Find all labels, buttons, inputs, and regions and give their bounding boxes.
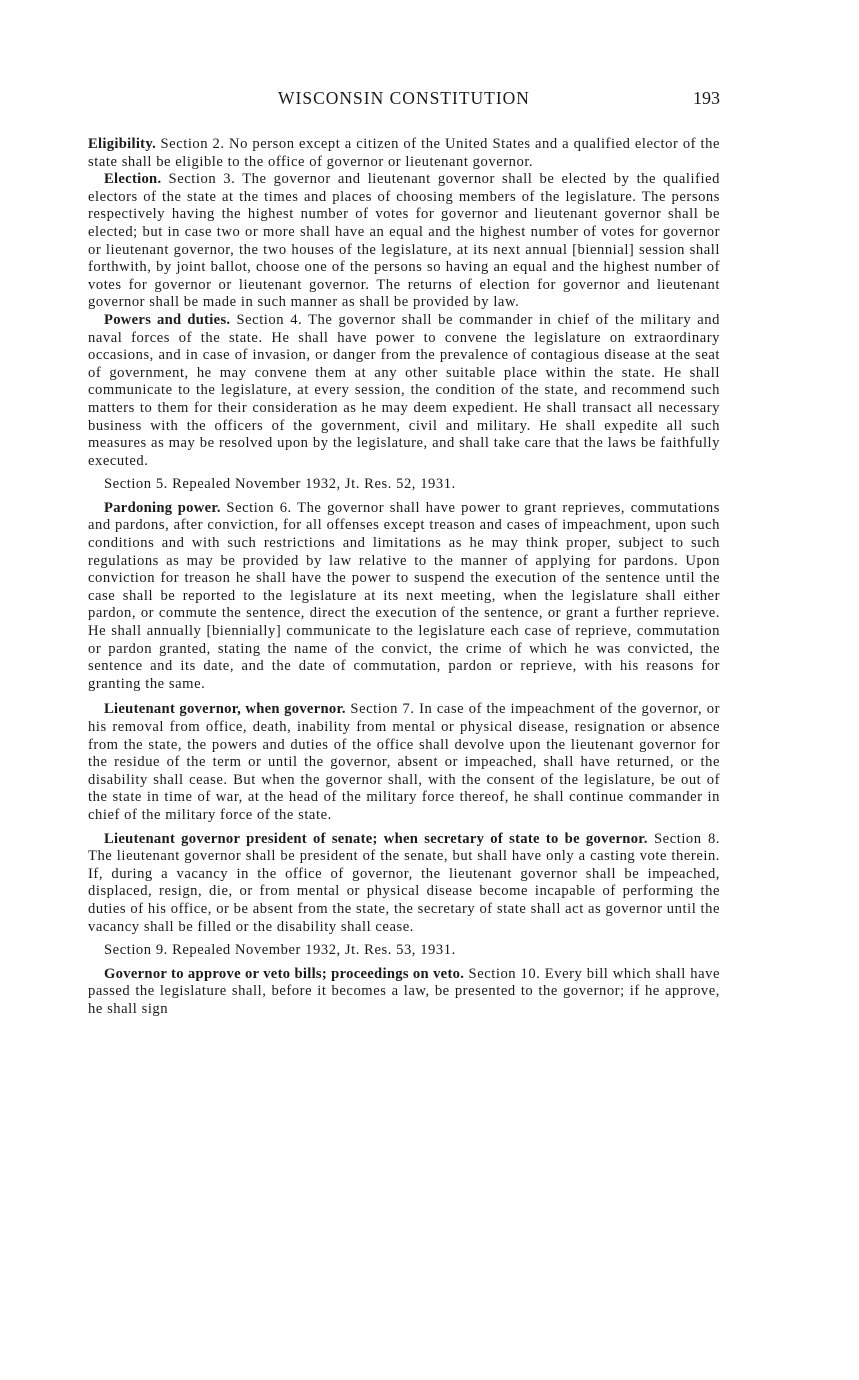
section-heading: Governor to approve or veto bills; proceedings on veto.	[104, 965, 465, 982]
section-text: Section 9. Repealed November 1932, Jt. Res. 53, 1931.	[104, 942, 456, 959]
section-text: Section 6. The governor shall have power to grant reprieves, commutations and pardons, after conviction, for all offenses except treason and cases of impeachment, upon such conditions and with such restrictions and limitations as he may think proper, subject to such regulations as may be provided by law relative to the manner of applying for pardons. Upon conviction for treason he shall have the power to suspend the execution of the sentence until the case shall be reported to the legislature at its next meeting, when the legislature shall either pardon, or commute the sentence, direct the execution of the sentence, or grant a further reprieve. He shall annually [biennially] communicate to the legislature each case of reprieve, commutation or pardon granted, stating the name of the convict, the crime of which he was convicted, the sentence and its date, and the date of commutation, pardon or reprieve, with his reasons for granting the same.	[88, 499, 720, 692]
section-heading: Pardoning power.	[104, 499, 221, 516]
page-number: 193	[693, 88, 720, 108]
paragraph-veto	[88, 966, 720, 1019]
paragraph-section-5-repealed	[88, 476, 720, 494]
running-title: WISCONSIN CONSTITUTION	[278, 88, 530, 108]
section-text: Section 10. Every bill which shall have passed the legislature shall, before it becomes a law, be presented to the governor; if he approve, he shall sign	[88, 965, 721, 1017]
section-heading: Lieutenant governor, when governor.	[104, 701, 346, 718]
section-text: Section 8. The lieutenant governor shall be president of the senate, but shall have only a casting vote therein. If, during a vacancy in the office of governor, the lieutenant governor shall be impeached, displaced, resign, die, or from mental or physical disease become incapable of performing the duties of his office, or be absent from the state, the secretary of state shall act as governor until the vacancy shall be filled or the disability shall cease.	[88, 830, 720, 935]
paragraph-election	[88, 171, 720, 312]
section-heading: Powers and duties.	[104, 311, 231, 328]
paragraph-lieutenant-governor	[88, 701, 720, 824]
section-text: Section 2. No person except a citizen of the United States and a qualified elector of the state shall be eligible to the office of governor or lieutenant governor.	[88, 136, 720, 170]
document-body	[88, 136, 720, 1019]
section-heading: Lieutenant governor president of senate; when secretary of state to be governor.	[104, 830, 648, 847]
section-text: Section 4. The governor shall be commander in chief of the military and naval forces of the state. He shall have power to convene the legislature on extraordinary occasions, and in case of invasion, or danger from the prevalence of contagious disease at the seat of government, he may convene them at any other suitable place within the state. He shall communicate to the legislature, at every session, the condition of the state, and recommend such matters to them for their consideration as he may deem expedient. He shall transact all necessary business with the officers of the government, civil and military. He shall expedite all such measures as may be resolved upon by the legislature, and shall take care that the laws be faithfully executed.	[88, 311, 720, 469]
paragraph-lieutenant-governor-president-of-senate	[88, 831, 720, 937]
paragraph-pardoning-power	[88, 500, 720, 694]
section-text: Section 3. The governor and lieutenant governor shall be elected by the qualified electors of the state at the times and places of choosing members of the legislature. The persons respectively having the highest number of votes for governor and lieutenant governor shall be elected; but in case two or more shall have an equal and the highest number of votes for governor or lieutenant governor, the two houses of the legislature, at its next annual [biennial] session shall forthwith, by joint ballot, choose one of the persons so having an equal and the highest number of votes for governor or lieutenant governor. The returns of election for governor and lieutenant governor shall be made in such manner as shall be provided by law.	[88, 171, 720, 311]
running-head	[88, 88, 720, 114]
section-text: Section 7. In case of the impeachment of the governor, or his removal from office, death, inability from mental or physical disease, resignation or absence from the state, the powers and duties of the office shall devolve upon the lieutenant governor for the residue of the term or until the governor, absent or impeached, shall have returned, or the disability shall cease. But when the governor shall, with the consent of the legislature, be out of the state in time of war, at the head of the military force thereof, he shall continue commander in chief of the military force of the state.	[88, 701, 720, 823]
section-heading: Election.	[104, 171, 162, 188]
paragraph-eligibility	[88, 136, 720, 171]
paragraph-section-9-repealed	[88, 942, 720, 960]
paragraph-powers-and-duties	[88, 312, 720, 470]
section-text: Section 5. Repealed November 1932, Jt. Res. 52, 1931.	[104, 476, 456, 493]
document-page	[88, 88, 720, 1019]
section-heading: Eligibility.	[88, 136, 157, 152]
